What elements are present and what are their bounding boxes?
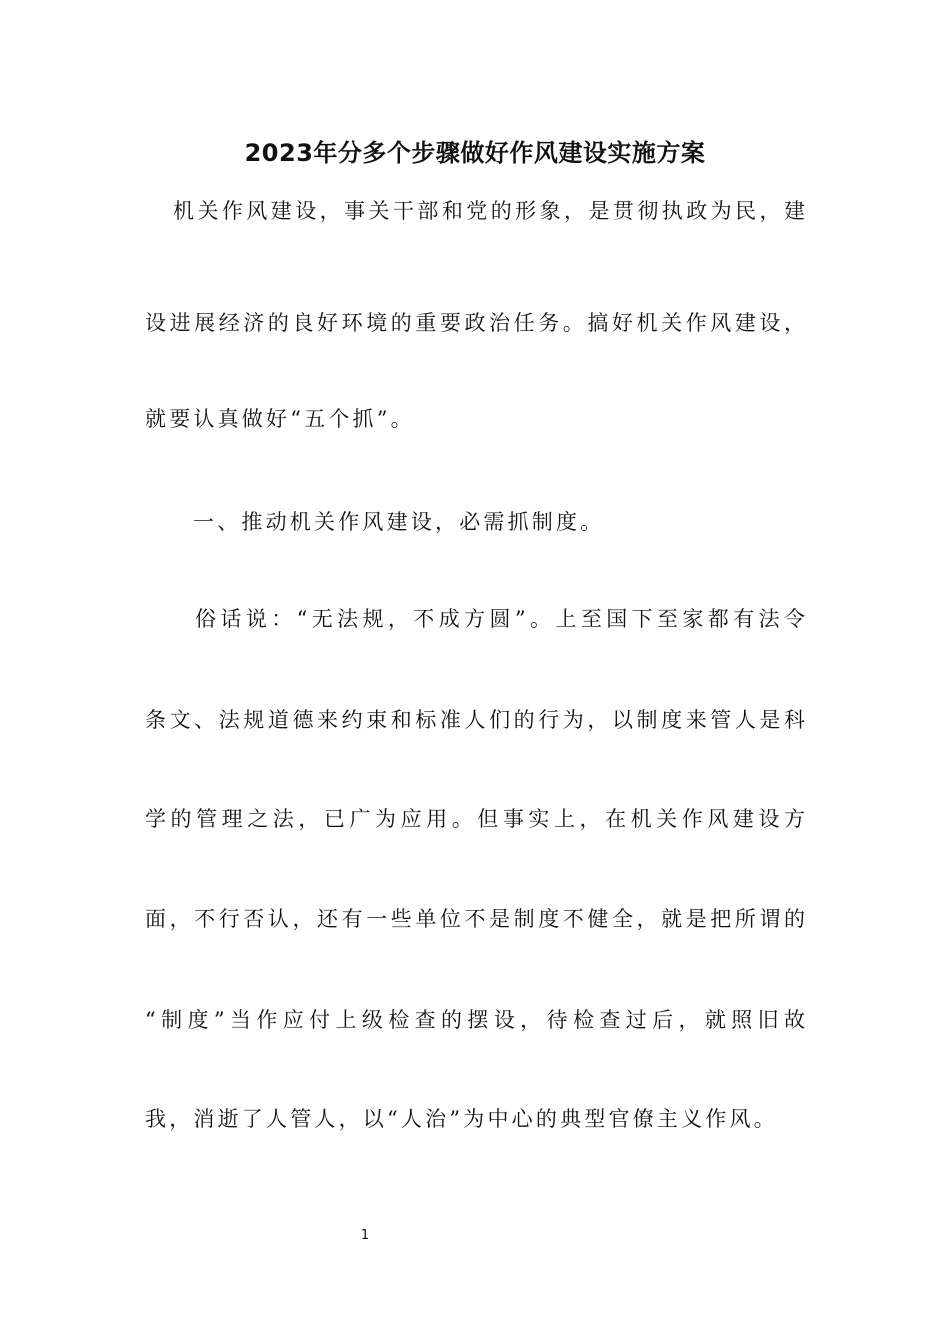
paragraph-line: 机关作风建设，事关干部和党的形象，是贯彻执政为民，建	[173, 199, 805, 223]
paragraph-line: 设进展经济的良好环境的重要政治任务。搞好机关作风建设，	[145, 311, 805, 335]
paragraph-line: 就要认真做好“五个抓”。	[145, 407, 415, 431]
page-number: 1	[360, 1228, 370, 1243]
paragraph-line: 学的管理之法，已广为应用。但事实上，在机关作风建设方	[145, 807, 805, 831]
document-title: 2023年分多个步骤做好作风建设实施方案	[244, 139, 706, 167]
paragraph-line: 俗话说：“无法规，不成方圆”。上至国下至家都有法令	[195, 607, 805, 631]
paragraph-line: 条文、法规道德来约束和标准人们的行为，以制度来管人是科	[145, 708, 805, 732]
section-heading: 一、推动机关作风建设，必需抓制度。	[193, 510, 605, 534]
paragraph-line: “制度”当作应付上级检查的摆设，待检查过后，就照旧故	[145, 1008, 805, 1032]
paragraph-line: 我，消逝了人管人，以“人治”为中心的典型官僚主义作风。	[145, 1107, 778, 1131]
paragraph-line: 面，不行否认，还有一些单位不是制度不健全，就是把所谓的	[145, 907, 805, 931]
